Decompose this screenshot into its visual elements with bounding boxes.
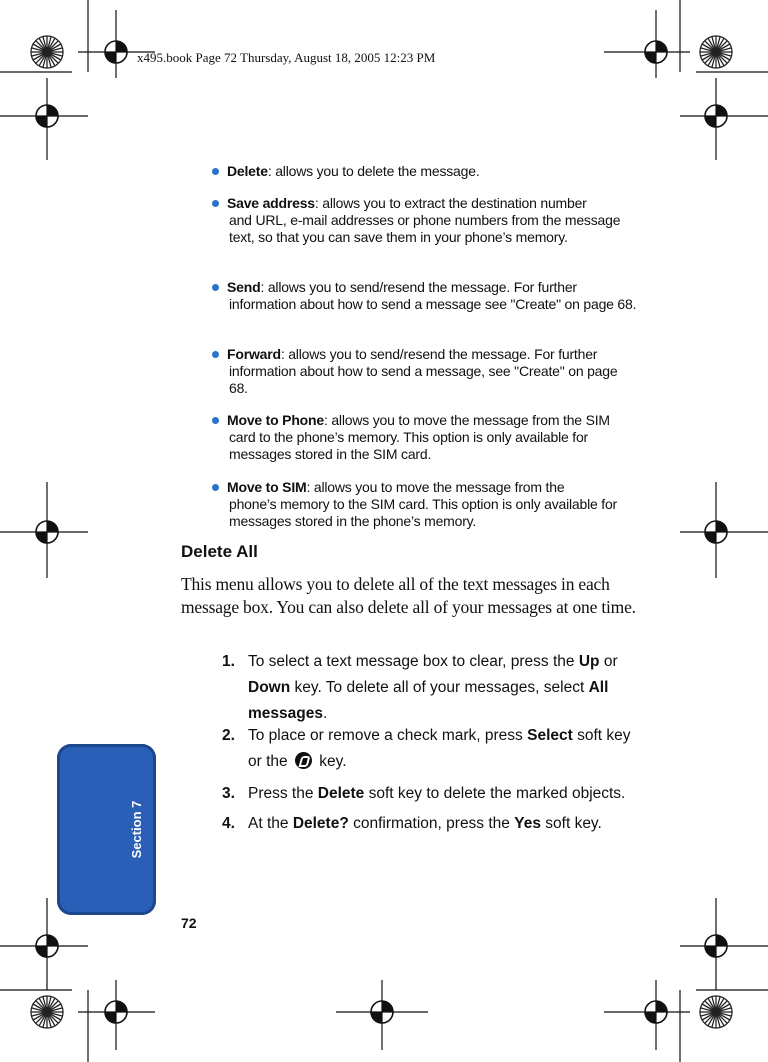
option-item bbox=[212, 479, 637, 530]
bullet-icon bbox=[212, 168, 219, 175]
step-item bbox=[222, 781, 642, 807]
option-description-cont: information about how to send a message, see "Create" on page 68. bbox=[229, 363, 618, 396]
step-text: . bbox=[322, 705, 328, 722]
option-term: Move to SIM bbox=[227, 479, 307, 495]
step-keyword: Yes bbox=[514, 815, 541, 832]
option-term: Save address bbox=[227, 195, 315, 211]
print-header: x495.book Page 72 Thursday, August 18, 2005 12:23 PM bbox=[137, 50, 436, 65]
bullet-icon bbox=[212, 200, 219, 207]
step-text: To place or remove a check mark, press bbox=[248, 727, 528, 744]
step-keyword: All messages bbox=[248, 679, 609, 722]
step-number: 3. bbox=[222, 785, 235, 802]
option-term: Delete bbox=[227, 163, 268, 179]
option-item bbox=[212, 346, 637, 397]
step-item bbox=[222, 649, 642, 727]
step-number: 4. bbox=[222, 815, 235, 832]
step-item bbox=[222, 811, 642, 837]
step-text: Press the bbox=[248, 785, 318, 802]
option-term: Send bbox=[227, 279, 261, 295]
option-description: : allows you to extract the destination number bbox=[314, 195, 587, 211]
step-keyword: Select bbox=[527, 727, 573, 744]
step-number: 1. bbox=[222, 653, 235, 670]
option-description-cont: information about how to send a message see "Create" on page 68. bbox=[229, 296, 637, 312]
step-text: To select a text message box to clear, press the bbox=[248, 653, 579, 670]
option-description: : allows you to send/resend the message. For further bbox=[280, 346, 598, 362]
intro-paragraph: This menu allows you to delete all of the text messages in each message box. You can also delete all of your messages at one time. bbox=[181, 574, 636, 617]
option-description: : allows you to move the message from the SIM bbox=[323, 412, 610, 428]
section-tab bbox=[57, 744, 156, 915]
step-text: soft key or the bbox=[248, 727, 631, 770]
option-description: : allows you to move the message from the bbox=[306, 479, 565, 495]
option-description-cont: card to the phone’s memory. This option is only available for messages stored in the SIM card. bbox=[229, 429, 588, 462]
option-item bbox=[212, 163, 637, 180]
bullet-icon bbox=[212, 284, 219, 291]
bullet-icon bbox=[212, 417, 219, 424]
step-text: or bbox=[599, 653, 618, 670]
bullet-icon bbox=[212, 351, 219, 358]
section-tab-label: Section 7 bbox=[129, 800, 144, 859]
step-number: 2. bbox=[222, 727, 235, 744]
option-term: Forward bbox=[227, 346, 281, 362]
step-text: soft key to delete the marked objects. bbox=[364, 785, 626, 802]
section-heading: Delete All bbox=[181, 542, 258, 561]
step-text: key. bbox=[314, 753, 347, 770]
option-description: : allows you to send/resend the message. For further bbox=[260, 279, 577, 295]
step-text: At the bbox=[248, 815, 293, 832]
option-item bbox=[212, 412, 637, 463]
step-text: confirmation, press the bbox=[348, 815, 515, 832]
step-keyword: Delete? bbox=[292, 815, 349, 832]
step-text: key. To delete all of your messages, select bbox=[290, 679, 589, 696]
option-description-cont: phone’s memory to the SIM card. This option is only available for messages stored in the phone’s memory. bbox=[229, 496, 618, 529]
option-description-cont: and URL, e-mail addresses or phone numbers from the message text, so that you can save them in your phone’s memory. bbox=[229, 212, 621, 245]
option-description: : allows you to delete the message. bbox=[267, 163, 480, 179]
step-keyword: Up bbox=[578, 653, 600, 670]
option-item bbox=[212, 195, 637, 246]
step-text: soft key. bbox=[540, 815, 602, 832]
step-item bbox=[222, 723, 642, 775]
page-number: 72 bbox=[181, 915, 197, 931]
option-item bbox=[212, 279, 637, 313]
menu-key-icon bbox=[295, 752, 312, 769]
bullet-icon bbox=[212, 484, 219, 491]
option-term: Move to Phone bbox=[227, 412, 324, 428]
step-keyword: Down bbox=[248, 679, 291, 696]
step-keyword: Delete bbox=[317, 785, 365, 802]
